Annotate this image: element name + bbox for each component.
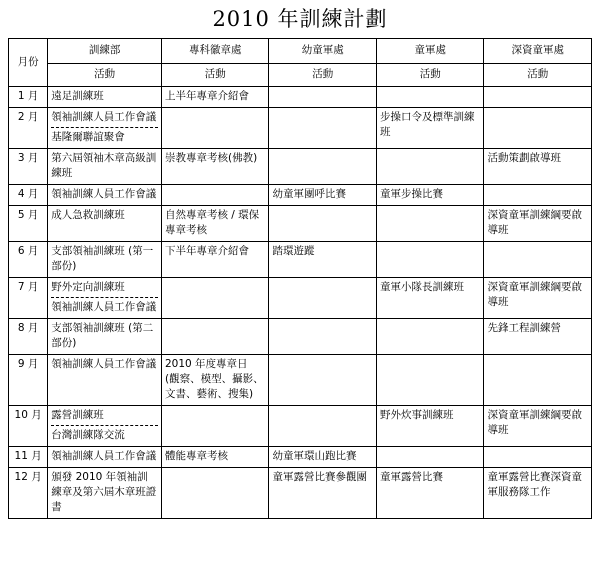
- table-row: [9, 185, 592, 206]
- cell-cub-scout-office: [269, 278, 377, 319]
- month-cell: 3 月: [9, 149, 48, 185]
- month-cell: 1 月: [9, 87, 48, 108]
- cell-badge-office: [161, 206, 269, 242]
- cell-badge-office: [161, 87, 269, 108]
- cell-line: 深資童軍訓練綱要啟導班: [487, 209, 582, 236]
- cell-line: 頒發 2010 年領袖訓練章及第六屆木章班證書: [51, 471, 157, 513]
- cell-scout-office: [376, 108, 484, 149]
- cell-cub-scout-office: [269, 468, 377, 519]
- cell-sea-scout-office: [484, 319, 592, 355]
- cell-sea-scout-office: [484, 87, 592, 108]
- cell-training-dept: [48, 108, 162, 149]
- table-row: [9, 206, 592, 242]
- header-activity-scout: 活動: [376, 64, 484, 87]
- month-cell: 10 月: [9, 406, 48, 447]
- cell-cub-scout-office: [269, 185, 377, 206]
- cell-sea-scout-office: [484, 206, 592, 242]
- cell-line: 童軍小隊長訓練班: [379, 281, 464, 293]
- month-cell: 2 月: [9, 108, 48, 149]
- cell-training-dept: [48, 87, 162, 108]
- cell-training-dept: [48, 185, 162, 206]
- cell-line: 童軍步操比賽: [379, 188, 443, 200]
- cell-line: 童軍露營比賽: [379, 471, 443, 483]
- cell-training-dept: [48, 355, 162, 406]
- cell-line: 先鋒工程訓練營: [487, 322, 561, 334]
- cell-badge-office: [161, 278, 269, 319]
- cell-line: 台灣訓練隊交流: [51, 429, 125, 441]
- table-header: [9, 39, 592, 87]
- cell-cub-scout-office: [269, 319, 377, 355]
- cell-line: 露營訓練班: [51, 409, 104, 421]
- header-activity-badge: 活動: [161, 64, 269, 87]
- cell-cub-scout-office: [269, 206, 377, 242]
- cell-line: 踏環遊蹤: [272, 245, 315, 257]
- cell-scout-office: [376, 319, 484, 355]
- header-dept-badge: 專科徽章處: [161, 39, 269, 64]
- cell-badge-office: [161, 108, 269, 149]
- cell-line: 遠足訓練班: [51, 90, 104, 102]
- cell-scout-office: [376, 242, 484, 278]
- cell-badge-office: [161, 185, 269, 206]
- cell-line: 深資童軍訓練綱要啟導班: [487, 281, 582, 308]
- month-cell: 9 月: [9, 355, 48, 406]
- month-cell: 4 月: [9, 185, 48, 206]
- table-row: [9, 355, 592, 406]
- table-row: [9, 278, 592, 319]
- cell-badge-office: [161, 149, 269, 185]
- cell-training-dept: [48, 206, 162, 242]
- cell-cub-scout-office: [269, 406, 377, 447]
- dashed-separator: [51, 127, 158, 128]
- cell-scout-office: [376, 87, 484, 108]
- cell-line: 2010 年度專章日: [164, 358, 248, 370]
- cell-sea-scout-office: [484, 149, 592, 185]
- cell-line: 領袖訓練人員工作會議: [51, 111, 157, 123]
- header-dept-training: 訓練部: [48, 39, 162, 64]
- cell-line: 野外炊事訓練班: [379, 409, 454, 421]
- cell-scout-office: [376, 185, 484, 206]
- cell-training-dept: [48, 278, 162, 319]
- cell-line: 第六屆領袖木章高級訓練班: [51, 152, 157, 179]
- page-title: 2010 年訓練計劃: [212, 7, 388, 31]
- cell-line: 步操口令及標準訓練班: [379, 111, 475, 138]
- cell-training-dept: [48, 447, 162, 468]
- cell-sea-scout-office: [484, 278, 592, 319]
- cell-sea-scout-office: [484, 447, 592, 468]
- cell-line: 體能專章考核: [164, 450, 228, 462]
- table-row: [9, 149, 592, 185]
- cell-line: 自然專章考核 / 環保專章考核: [164, 209, 260, 236]
- cell-line: (觀察、模型、攝影、文書、藝術、搜集): [164, 373, 264, 400]
- cell-cub-scout-office: [269, 108, 377, 149]
- header-activity-sea: 活動: [484, 64, 592, 87]
- cell-training-dept: [48, 242, 162, 278]
- cell-sea-scout-office: [484, 108, 592, 149]
- table-row: [9, 242, 592, 278]
- cell-scout-office: [376, 206, 484, 242]
- cell-sea-scout-office: [484, 242, 592, 278]
- cell-cub-scout-office: [269, 87, 377, 108]
- cell-scout-office: [376, 406, 484, 447]
- cell-line: 童軍露營比賽參觀團: [272, 471, 367, 483]
- cell-line: 深資童軍訓練綱要啟導班: [487, 409, 582, 436]
- cell-sea-scout-office: [484, 185, 592, 206]
- table-row: [9, 319, 592, 355]
- cell-line: 童軍露營比賽深資童軍服務隊工作: [487, 471, 582, 498]
- month-cell: 5 月: [9, 206, 48, 242]
- cell-sea-scout-office: [484, 468, 592, 519]
- table-row: [9, 468, 592, 519]
- header-activity-cub: 活動: [269, 64, 377, 87]
- cell-badge-office: [161, 319, 269, 355]
- cell-line: 領袖訓練人員工作會議: [51, 301, 157, 313]
- cell-scout-office: [376, 149, 484, 185]
- cell-training-dept: [48, 319, 162, 355]
- cell-line: 野外定向訓練班: [51, 281, 125, 293]
- cell-line: 領袖訓練人員工作會議: [51, 450, 157, 462]
- month-cell: 7 月: [9, 278, 48, 319]
- cell-badge-office: [161, 406, 269, 447]
- table-row: [9, 108, 592, 149]
- cell-cub-scout-office: [269, 242, 377, 278]
- cell-scout-office: [376, 447, 484, 468]
- cell-sea-scout-office: [484, 406, 592, 447]
- cell-line: 基隆爾聯誼聚會: [51, 131, 125, 143]
- month-cell: 8 月: [9, 319, 48, 355]
- cell-line: 上半年專章介紹會: [164, 90, 249, 102]
- cell-line: 成人急救訓練班: [51, 209, 125, 221]
- cell-badge-office: [161, 468, 269, 519]
- header-dept-cub: 幼童軍處: [269, 39, 377, 64]
- cell-scout-office: [376, 355, 484, 406]
- table-row: [9, 406, 592, 447]
- training-plan-table: [8, 38, 592, 519]
- header-row-departments: [9, 39, 592, 64]
- header-month: 月份: [9, 39, 48, 87]
- cell-badge-office: [161, 447, 269, 468]
- header-activity-training: 活動: [48, 64, 162, 87]
- cell-line: 幼童軍環山跑比賽: [272, 450, 357, 462]
- cell-cub-scout-office: [269, 447, 377, 468]
- cell-badge-office: [161, 242, 269, 278]
- cell-sea-scout-office: [484, 355, 592, 406]
- table-row: [9, 87, 592, 108]
- month-cell: 12 月: [9, 468, 48, 519]
- cell-cub-scout-office: [269, 355, 377, 406]
- month-cell: 11 月: [9, 447, 48, 468]
- cell-line: 幼童軍團呼比賽: [272, 188, 346, 200]
- table-row: [9, 447, 592, 468]
- table-body: [9, 87, 592, 519]
- cell-scout-office: [376, 468, 484, 519]
- header-row-activity: [9, 64, 592, 87]
- cell-badge-office: [161, 355, 269, 406]
- cell-line: 下半年專章介紹會: [164, 245, 249, 257]
- cell-training-dept: [48, 149, 162, 185]
- cell-line: 活動策劃啟導班: [487, 152, 561, 164]
- cell-training-dept: [48, 468, 162, 519]
- month-cell: 6 月: [9, 242, 48, 278]
- header-dept-sea: 深資童軍處: [484, 39, 592, 64]
- header-dept-scout: 童軍處: [376, 39, 484, 64]
- cell-cub-scout-office: [269, 149, 377, 185]
- cell-line: 領袖訓練人員工作會議: [51, 188, 157, 200]
- cell-line: 支部領袖訓練班 (第一部份): [51, 245, 154, 272]
- cell-scout-office: [376, 278, 484, 319]
- cell-line: 領袖訓練人員工作會議: [51, 358, 157, 370]
- cell-line: 崇教專章考核(佛教): [164, 152, 258, 164]
- dashed-separator: [51, 425, 158, 426]
- cell-line: 支部領袖訓練班 (第二部份): [51, 322, 154, 349]
- cell-training-dept: [48, 406, 162, 447]
- dashed-separator: [51, 297, 158, 298]
